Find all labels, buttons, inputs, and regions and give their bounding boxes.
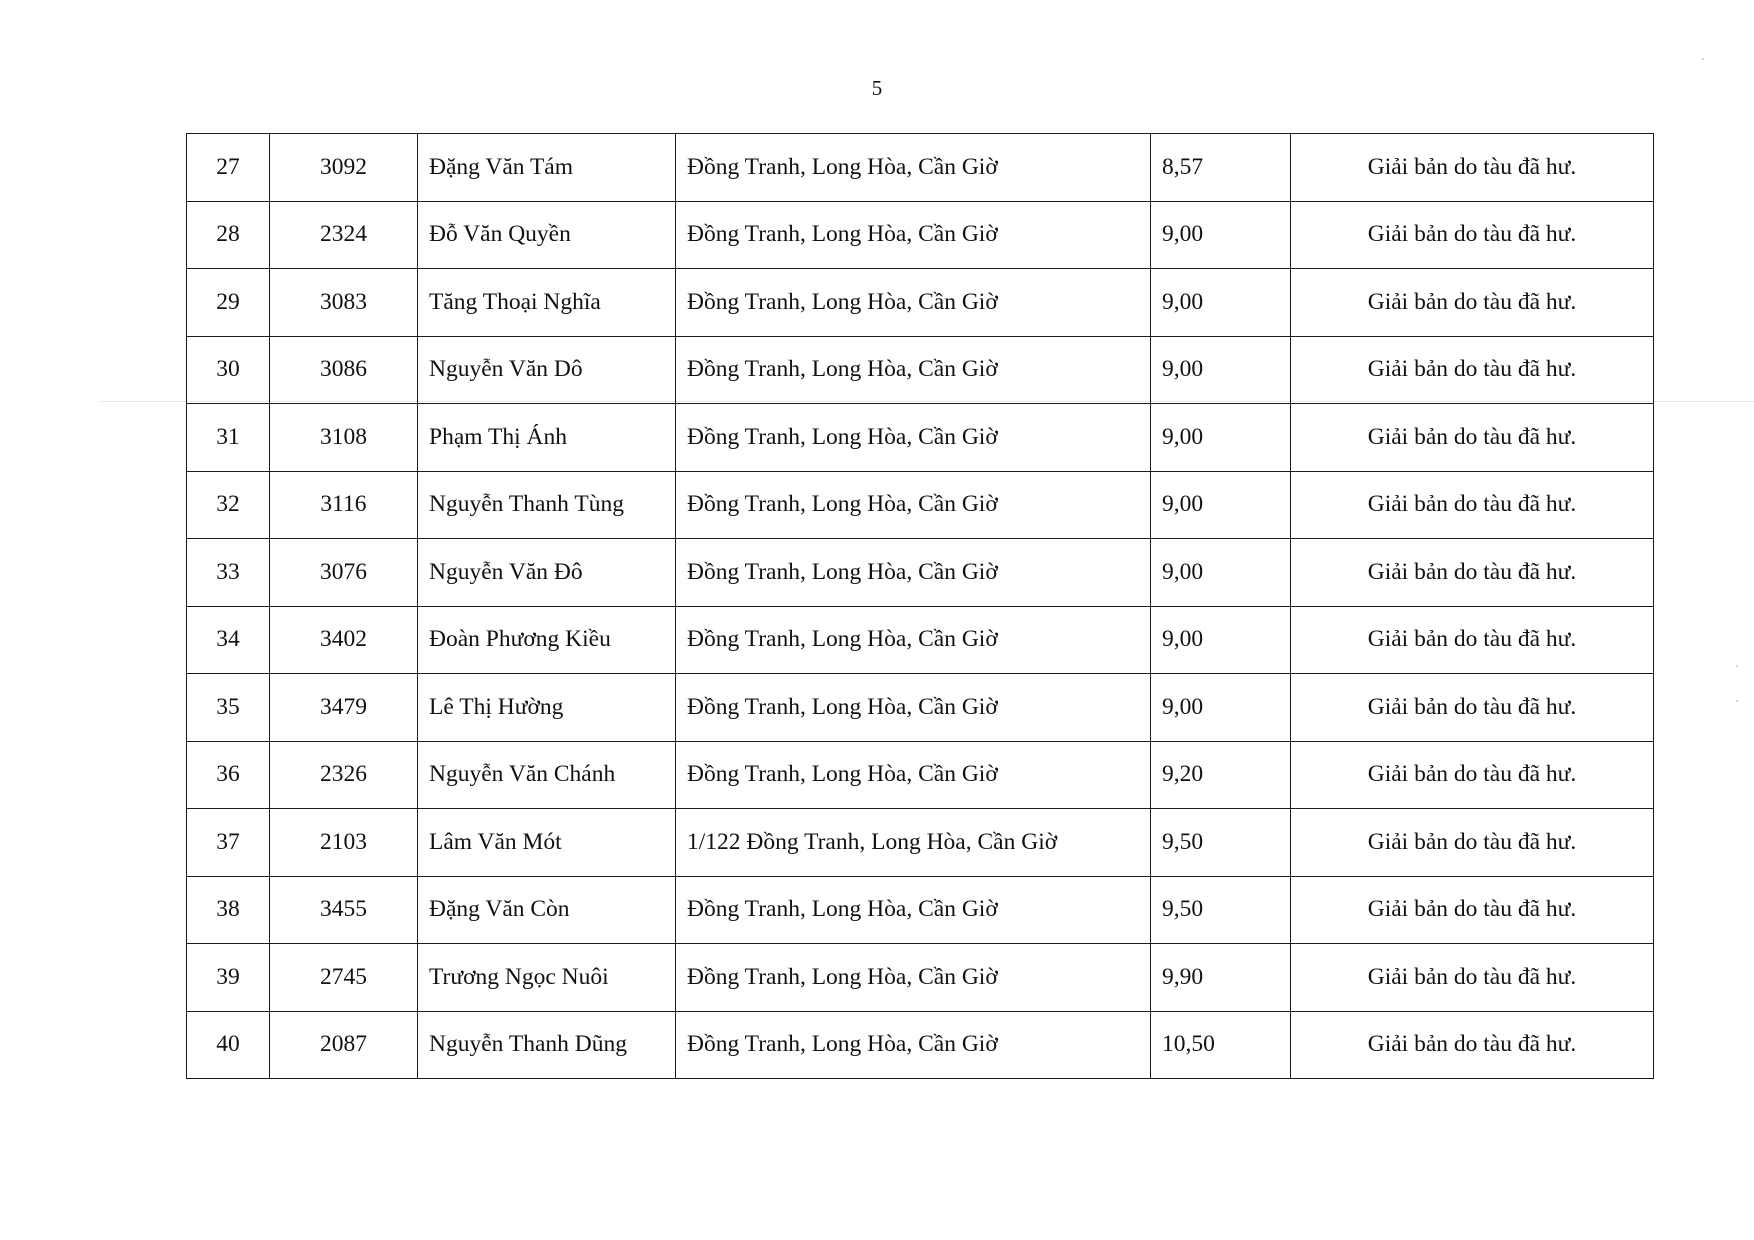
cell-name: Phạm Thị Ánh bbox=[418, 404, 676, 472]
cell-name: Đặng Văn Còn bbox=[418, 876, 676, 944]
cell-index: 35 bbox=[187, 674, 270, 742]
cell-index: 29 bbox=[187, 269, 270, 337]
cell-index: 40 bbox=[187, 1011, 270, 1079]
cell-note: Giải bản do tàu đã hư. bbox=[1291, 809, 1654, 877]
records-table-body bbox=[187, 134, 1654, 1079]
cell-code: 3116 bbox=[270, 471, 418, 539]
cell-code: 3455 bbox=[270, 876, 418, 944]
cell-name: Nguyễn Văn Dô bbox=[418, 336, 676, 404]
table-row bbox=[187, 809, 1654, 877]
table-row bbox=[187, 674, 1654, 742]
cell-address: Đồng Tranh, Long Hòa, Cần Giờ bbox=[676, 741, 1151, 809]
cell-note: Giải bản do tàu đã hư. bbox=[1291, 404, 1654, 472]
table-row bbox=[187, 606, 1654, 674]
cell-name: Nguyễn Thanh Tùng bbox=[418, 471, 676, 539]
cell-index: 32 bbox=[187, 471, 270, 539]
cell-address: Đồng Tranh, Long Hòa, Cần Giờ bbox=[676, 876, 1151, 944]
cell-value: 9,00 bbox=[1151, 471, 1291, 539]
cell-name: Lâm Văn Mót bbox=[418, 809, 676, 877]
table-row bbox=[187, 1011, 1654, 1079]
cell-note: Giải bản do tàu đã hư. bbox=[1291, 741, 1654, 809]
cell-address: Đồng Tranh, Long Hòa, Cần Giờ bbox=[676, 404, 1151, 472]
cell-value: 10,50 bbox=[1151, 1011, 1291, 1079]
cell-code: 3402 bbox=[270, 606, 418, 674]
table-row bbox=[187, 336, 1654, 404]
cell-note: Giải bản do tàu đã hư. bbox=[1291, 944, 1654, 1012]
cell-note: Giải bản do tàu đã hư. bbox=[1291, 336, 1654, 404]
cell-note: Giải bản do tàu đã hư. bbox=[1291, 134, 1654, 202]
cell-value: 9,50 bbox=[1151, 809, 1291, 877]
cell-value: 9,00 bbox=[1151, 539, 1291, 607]
cell-address: 1/122 Đồng Tranh, Long Hòa, Cần Giờ bbox=[676, 809, 1151, 877]
cell-code: 2103 bbox=[270, 809, 418, 877]
cell-index: 28 bbox=[187, 201, 270, 269]
cell-name: Lê Thị Hường bbox=[418, 674, 676, 742]
cell-code: 2324 bbox=[270, 201, 418, 269]
cell-note: Giải bản do tàu đã hư. bbox=[1291, 539, 1654, 607]
cell-index: 34 bbox=[187, 606, 270, 674]
table-row bbox=[187, 201, 1654, 269]
cell-code: 3092 bbox=[270, 134, 418, 202]
table-row bbox=[187, 134, 1654, 202]
cell-index: 30 bbox=[187, 336, 270, 404]
cell-note: Giải bản do tàu đã hư. bbox=[1291, 269, 1654, 337]
cell-name: Nguyễn Thanh Dũng bbox=[418, 1011, 676, 1079]
cell-index: 38 bbox=[187, 876, 270, 944]
records-table bbox=[186, 133, 1654, 1079]
records-table-container bbox=[186, 133, 1654, 1079]
cell-value: 9,20 bbox=[1151, 741, 1291, 809]
cell-value: 9,00 bbox=[1151, 201, 1291, 269]
table-row bbox=[187, 404, 1654, 472]
cell-address: Đồng Tranh, Long Hòa, Cần Giờ bbox=[676, 606, 1151, 674]
table-row bbox=[187, 944, 1654, 1012]
table-row bbox=[187, 876, 1654, 944]
cell-index: 39 bbox=[187, 944, 270, 1012]
cell-name: Nguyễn Văn Đô bbox=[418, 539, 676, 607]
cell-code: 3479 bbox=[270, 674, 418, 742]
cell-index: 36 bbox=[187, 741, 270, 809]
cell-name: Tăng Thoại Nghĩa bbox=[418, 269, 676, 337]
cell-index: 37 bbox=[187, 809, 270, 877]
cell-name: Trương Ngọc Nuôi bbox=[418, 944, 676, 1012]
cell-address: Đồng Tranh, Long Hòa, Cần Giờ bbox=[676, 1011, 1151, 1079]
table-row bbox=[187, 269, 1654, 337]
table-row bbox=[187, 471, 1654, 539]
cell-code: 3083 bbox=[270, 269, 418, 337]
table-row bbox=[187, 741, 1654, 809]
cell-value: 9,00 bbox=[1151, 606, 1291, 674]
scan-artifact-speck bbox=[1736, 665, 1738, 667]
cell-note: Giải bản do tàu đã hư. bbox=[1291, 606, 1654, 674]
cell-value: 9,00 bbox=[1151, 404, 1291, 472]
cell-code: 2326 bbox=[270, 741, 418, 809]
cell-note: Giải bản do tàu đã hư. bbox=[1291, 674, 1654, 742]
cell-address: Đồng Tranh, Long Hòa, Cần Giờ bbox=[676, 201, 1151, 269]
cell-address: Đồng Tranh, Long Hòa, Cần Giờ bbox=[676, 269, 1151, 337]
cell-index: 31 bbox=[187, 404, 270, 472]
cell-address: Đồng Tranh, Long Hòa, Cần Giờ bbox=[676, 471, 1151, 539]
page-number: 5 bbox=[871, 76, 883, 100]
cell-code: 2087 bbox=[270, 1011, 418, 1079]
cell-note: Giải bản do tàu đã hư. bbox=[1291, 1011, 1654, 1079]
scan-artifact-speck bbox=[1736, 700, 1738, 702]
cell-address: Đồng Tranh, Long Hòa, Cần Giờ bbox=[676, 336, 1151, 404]
cell-value: 9,00 bbox=[1151, 674, 1291, 742]
cell-value: 9,90 bbox=[1151, 944, 1291, 1012]
cell-value: 9,50 bbox=[1151, 876, 1291, 944]
cell-code: 2745 bbox=[270, 944, 418, 1012]
cell-address: Đồng Tranh, Long Hòa, Cần Giờ bbox=[676, 944, 1151, 1012]
cell-value: 9,00 bbox=[1151, 269, 1291, 337]
table-row bbox=[187, 539, 1654, 607]
cell-note: Giải bản do tàu đã hư. bbox=[1291, 201, 1654, 269]
cell-address: Đồng Tranh, Long Hòa, Cần Giờ bbox=[676, 134, 1151, 202]
cell-name: Nguyễn Văn Chánh bbox=[418, 741, 676, 809]
cell-note: Giải bản do tàu đã hư. bbox=[1291, 471, 1654, 539]
cell-name: Đặng Văn Tám bbox=[418, 134, 676, 202]
cell-name: Đoàn Phương Kiều bbox=[418, 606, 676, 674]
cell-value: 8,57 bbox=[1151, 134, 1291, 202]
cell-name: Đỗ Văn Quyền bbox=[418, 201, 676, 269]
scan-artifact-speck bbox=[1702, 58, 1704, 60]
cell-value: 9,00 bbox=[1151, 336, 1291, 404]
cell-index: 27 bbox=[187, 134, 270, 202]
cell-note: Giải bản do tàu đã hư. bbox=[1291, 876, 1654, 944]
cell-index: 33 bbox=[187, 539, 270, 607]
cell-code: 3086 bbox=[270, 336, 418, 404]
cell-code: 3108 bbox=[270, 404, 418, 472]
cell-code: 3076 bbox=[270, 539, 418, 607]
cell-address: Đồng Tranh, Long Hòa, Cần Giờ bbox=[676, 539, 1151, 607]
cell-address: Đồng Tranh, Long Hòa, Cần Giờ bbox=[676, 674, 1151, 742]
